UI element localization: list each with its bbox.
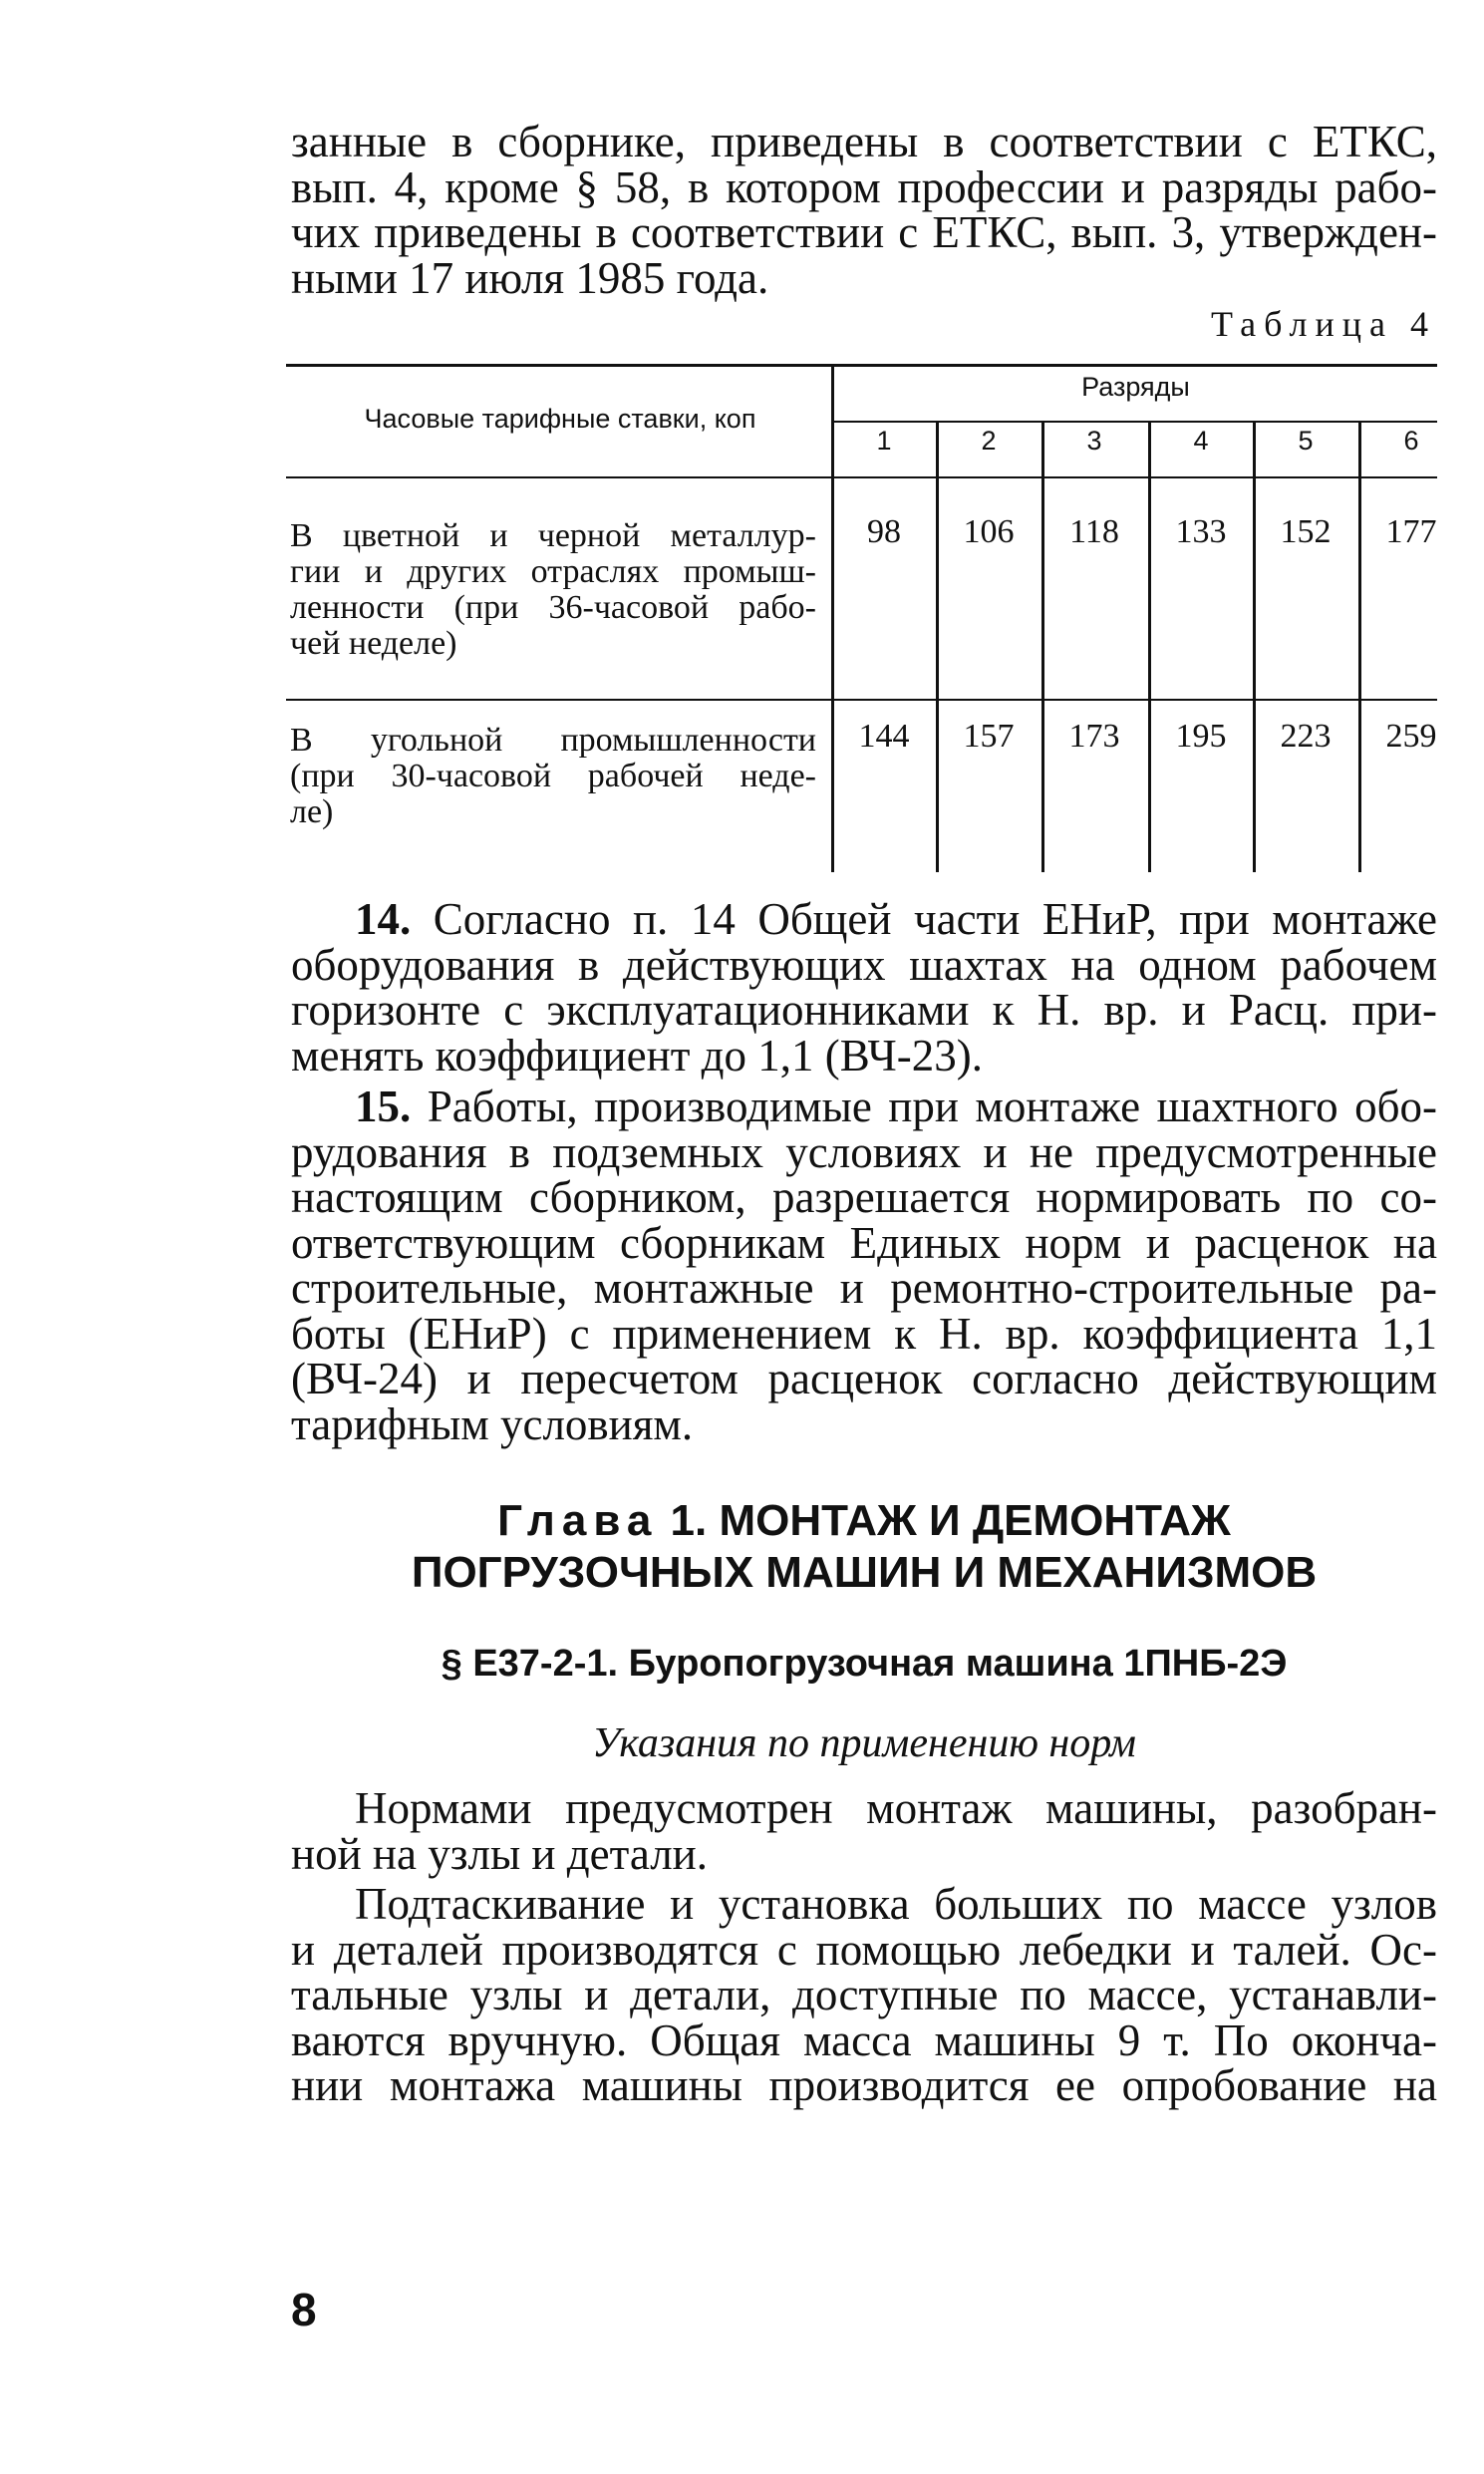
text-line xyxy=(291,1084,1437,1130)
text-fragment: Согласно п. 14 Общей части ЕНиР, при монтаже xyxy=(433,894,1438,944)
table-cell: 118 xyxy=(1069,513,1119,550)
text-line: гии и других отраслях промыш- xyxy=(290,553,816,590)
text-line: Нормами предусмотрен монтаж машины, разобран- xyxy=(355,1783,1437,1833)
grade-header: 5 xyxy=(1298,426,1314,456)
table-cell: 106 xyxy=(963,513,1015,550)
table-rule xyxy=(286,364,1437,367)
table-rule xyxy=(1358,421,1361,872)
text-line: ответствующим сборникам Единых норм и расценок на xyxy=(291,1217,1437,1268)
text-line: строительные, монтажные и ремонтно-строительные ра- xyxy=(291,1263,1437,1313)
text-line xyxy=(291,894,1438,944)
text-line: боты (ЕНиР) с применением к Н. вр. коэффициента 1,1 xyxy=(291,1308,1437,1359)
subsection-title: Указания по применению норм xyxy=(592,1720,1136,1766)
text-line: В угольной промышленности xyxy=(290,722,816,759)
intro-paragraph xyxy=(291,117,1437,303)
text-line: ными 17 июля 1985 года. xyxy=(291,252,769,303)
text-line: и деталей производятся с помощью лебедки и талей. Ос- xyxy=(291,1924,1437,1975)
text-line: ленности (при 36-часовой рабо- xyxy=(290,589,816,626)
table-rule xyxy=(1148,421,1151,872)
table-cell: 259 xyxy=(1385,718,1437,755)
chapter-heading-line: ПОГРУЗОЧНЫХ МАШИН И МЕХАНИЗМОВ xyxy=(411,1548,1318,1597)
text-line: чей неделе) xyxy=(290,625,457,662)
text-line: нии монтажа машины производится ее опробование на xyxy=(291,2060,1437,2110)
table-cell: 133 xyxy=(1175,513,1227,550)
table-cell: 152 xyxy=(1280,513,1332,550)
text-line: чих приведены в соответствии с ЕТКС, вып. 3, утвержден- xyxy=(291,207,1437,257)
text-line: горизонте с эксплуатационниками к Н. вр. и Расц. при- xyxy=(291,985,1437,1035)
text-line: занные в сборнике, приведены в соответствии с ЕТКС, xyxy=(291,117,1437,166)
table-rule xyxy=(936,421,939,872)
table-cell: 173 xyxy=(1068,718,1120,755)
text-line: В цветной и черной металлур- xyxy=(290,517,816,554)
grade-header: 1 xyxy=(876,426,892,456)
table-cell: 223 xyxy=(1280,718,1332,755)
chapter-lead: Глава xyxy=(497,1496,659,1545)
text-line: тарифным условиям. xyxy=(291,1398,694,1449)
table-row-label xyxy=(290,518,816,662)
table-cell: 98 xyxy=(867,513,901,550)
text-line: менять коэффициент до 1,1 (ВЧ-23). xyxy=(291,1030,983,1081)
table-cell: 195 xyxy=(1175,718,1227,755)
text-line: вып. 4, кроме § 58, в котором профессии и разряды рабо- xyxy=(291,161,1437,212)
text-line: (при 30-часовой рабочей неде- xyxy=(290,758,816,794)
table-rule xyxy=(286,699,1437,701)
tariff-table xyxy=(286,364,1437,872)
table-rule xyxy=(1253,421,1256,872)
chapter-heading xyxy=(291,1495,1437,1599)
text-line: Подтаскивание и установка больших по массе узлов xyxy=(355,1879,1437,1929)
table-rule xyxy=(1041,421,1044,872)
text-line: ной на узлы и детали. xyxy=(291,1828,709,1879)
page-number: 8 xyxy=(291,2284,317,2335)
text-line: настоящим сборником, разрешается нормировать по со- xyxy=(291,1172,1437,1222)
paragraph-15 xyxy=(291,1084,1437,1447)
text-line: рудования в подземных условиях и не предусмотренные xyxy=(291,1126,1437,1177)
table-rule xyxy=(834,421,1437,423)
table-header-rates: Часовые тарифные ставки, коп xyxy=(364,404,756,434)
section-title: § Е37-2-1. Буропогрузочная машина 1ПНБ-2Э xyxy=(441,1643,1288,1685)
table-row-label xyxy=(290,723,816,830)
body-paragraph xyxy=(291,1879,1437,2110)
paragraph-14 xyxy=(291,894,1438,1081)
table-caption: Таблица 4 xyxy=(1211,304,1436,344)
text-line: ле) xyxy=(290,793,334,830)
text-line: тальные узлы и детали, доступные по массе, устанавли- xyxy=(291,1970,1437,2019)
text-line: (ВЧ-24) и пересчетом расценок согласно действующим xyxy=(291,1354,1437,1403)
paragraph-number: 15. xyxy=(355,1082,412,1131)
table-cell: 177 xyxy=(1385,513,1437,550)
grade-header: 3 xyxy=(1086,426,1102,456)
body-paragraph xyxy=(291,1783,1437,1879)
table-rule xyxy=(286,476,1437,478)
chapter-title-part: 1. МОНТАЖ И ДЕМОНТАЖ xyxy=(670,1496,1231,1545)
text-line: ваются вручную. Общая масса машины 9 т. По оконча- xyxy=(291,2014,1437,2065)
paragraph-number: 14. xyxy=(355,894,412,944)
grade-header: 6 xyxy=(1403,426,1419,456)
grade-header: 4 xyxy=(1193,426,1209,456)
grade-header: 2 xyxy=(981,426,997,456)
text-line: оборудования в действующих шахтах на одном рабочем xyxy=(291,939,1437,990)
table-cell: 144 xyxy=(858,718,910,755)
table-header-grades: Разряды xyxy=(1081,372,1190,402)
table-cell: 157 xyxy=(963,718,1015,755)
chapter-heading-line xyxy=(291,1495,1437,1547)
text-fragment: Работы, производимые при монтаже шахтного обо- xyxy=(427,1082,1437,1131)
